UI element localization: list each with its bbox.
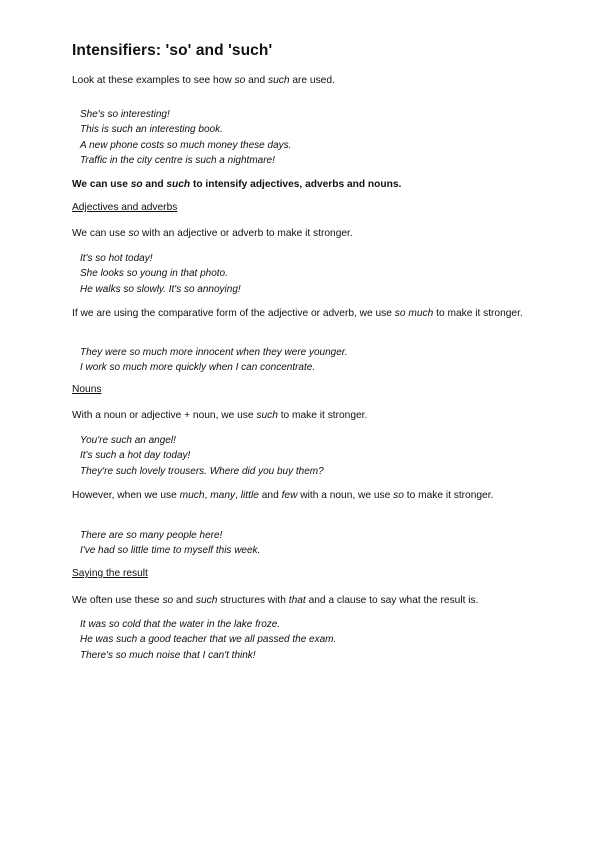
example-sentence: You're such an angel! xyxy=(80,435,176,446)
example-sentence: A new phone costs so much money these days. xyxy=(80,139,292,151)
example-sentence: He walks so slowly. It's so annoying! xyxy=(80,283,241,295)
adjectives-paragraph: We can use so with an adjective or adverb to make it stronger. xyxy=(72,228,353,239)
rule-paragraph: We can use so and such to intensify adjectives, adverbs and nouns. xyxy=(72,179,402,190)
example-sentence: She looks so young in that photo. xyxy=(80,268,228,280)
example-sentence: They're such lovely trousers. Where did you buy them? xyxy=(80,465,324,477)
example-sentence: There's so much noise that I can't think! xyxy=(80,649,256,661)
example-list xyxy=(80,617,530,663)
example-sentence: This is such an interesting book. xyxy=(80,124,223,136)
example-list xyxy=(80,528,530,559)
example-sentence: It's so hot today! xyxy=(80,253,153,264)
example-sentence: She's so interesting! xyxy=(80,109,170,120)
example-list xyxy=(80,345,530,376)
page-title: Intensifiers: 'so' and 'such' xyxy=(72,42,273,59)
example-sentence: There are so many people here! xyxy=(80,530,223,541)
intro-paragraph: Look at these examples to see how so and such are used. xyxy=(72,75,335,86)
example-list xyxy=(80,107,530,168)
comparative-paragraph: If we are using the comparative form of the adjective or adverb, we use so much to make it stronger. xyxy=(72,308,523,319)
section-heading-nouns: Nouns xyxy=(72,384,102,395)
example-sentence: He was such a good teacher that we all passed the exam. xyxy=(80,634,337,646)
nouns-paragraph: With a noun or adjective + noun, we use such to make it stronger. xyxy=(72,410,368,421)
result-paragraph: We often use these so and such structures with that and a clause to say what the result is. xyxy=(72,595,479,606)
example-sentence: I've had so little time to myself this week. xyxy=(80,545,261,557)
example-list xyxy=(80,433,530,479)
however-paragraph: However, when we use much, many, little and few with a noun, we use so to make it stronger. xyxy=(72,490,494,501)
section-heading-result: Saying the result xyxy=(72,568,148,579)
example-sentence: Traffic in the city centre is such a nightmare! xyxy=(80,154,275,166)
example-sentence: It's such a hot day today! xyxy=(80,450,191,462)
example-sentence: They were so much more innocent when they were younger. xyxy=(80,347,348,358)
section-heading-adjectives: Adjectives and adverbs xyxy=(72,202,178,213)
example-sentence: I work so much more quickly when I can concentrate. xyxy=(80,362,316,374)
example-list xyxy=(80,251,530,297)
example-sentence: It was so cold that the water in the lake froze. xyxy=(80,619,281,630)
